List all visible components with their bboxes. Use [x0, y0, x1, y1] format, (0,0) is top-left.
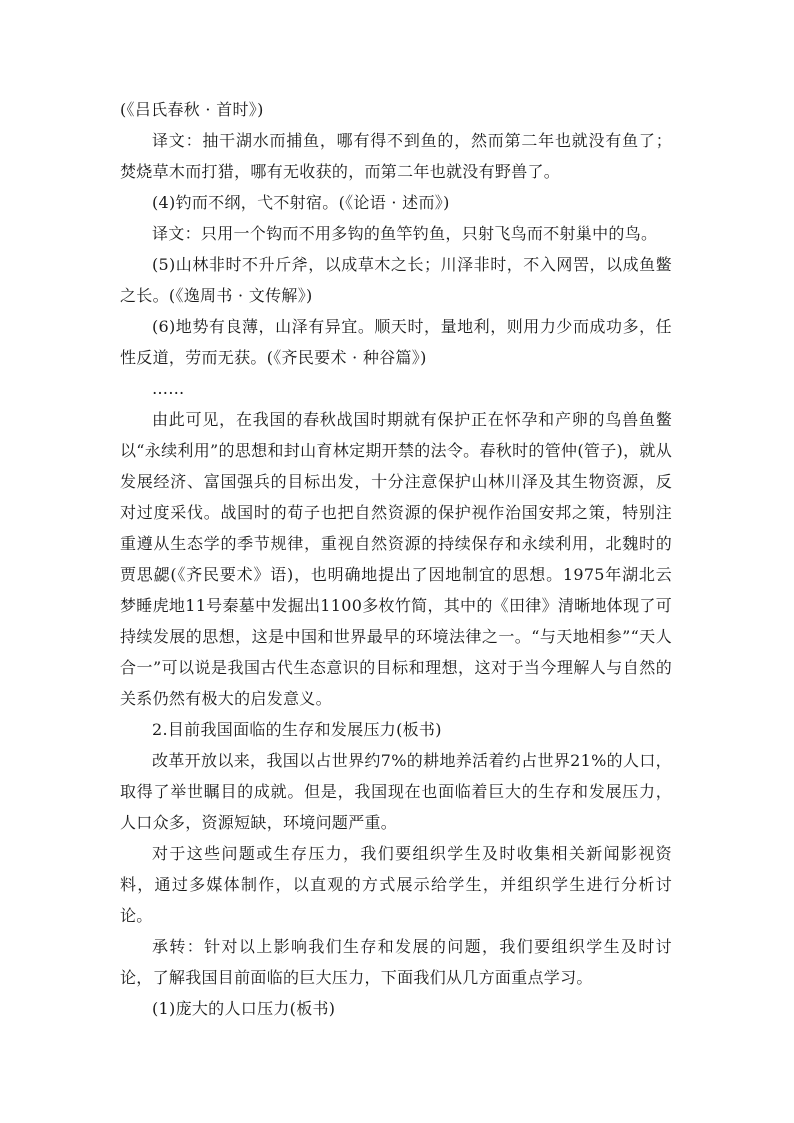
subsection-heading: (1)庞大的人口压力(板书) [152, 999, 336, 1018]
translation-paragraph: 译文：抽干湖水而捕鱼，哪有得不到鱼的，然而第二年也就没有鱼了；焚烧草木而打猎，哪有无收获的，而第二年也就没有野兽了。 [120, 131, 672, 181]
ellipsis-line: …… [152, 379, 185, 398]
document-body [120, 94, 672, 1024]
body-paragraph: 对于这些问题或生存压力，我们要组织学生及时收集相关新闻影视资料，通过多媒体制作，以直观的方式展示给学生，并组织学生进行分析讨论。 [120, 844, 672, 925]
citation-line: (《吕氏春秋 · 首时》) [120, 100, 264, 119]
section-heading: 2.目前我国面临的生存和发展压力(板书) [152, 720, 442, 739]
quote-item-5: (5)山林非时不升斤斧，以成草木之长；川泽非时，不入网罟，以成鱼鳖之长。(《逸周书 · 文传解》) [120, 255, 672, 305]
quote-item-6: (6)地势有良薄，山泽有异宜。顺天时，量地利，则用力少而成功多，任性反道，劳而无获。(《齐民要术 · 种谷篇》) [120, 317, 672, 367]
body-paragraph: 由此可见，在我国的春秋战国时期就有保护正在怀孕和产卵的鸟兽鱼鳖以“永续利用”的思想和封山育林定期开禁的法令。春秋时的管仲(管子)，就从发展经济、富国强兵的目标出发，十分注意保护山林川泽及其生物资源，反对过度采伐。战国时的荀子也把自然资源的保护视作治国安邦之策，特别注重遵从生态学的季节规律，重视自然资源的持续保存和永续利用，北魏时的贾思勰(《齐民要术》语)，也明确地提出了因地制宜的思想。1975年湖北云梦睡虎地11号秦墓中发掘出1100多枚竹简，其中的《田律》清晰地体现了可持续发展的思想，这是中国和世界最早的环境法律之一。“与天地相参”“天人合一”可以说是我国古代生态意识的目标和理想，这对于当今理解人与自然的关系仍然有极大的启发意义。 [120, 410, 672, 708]
translation-paragraph: 译文：只用一个钩而不用多钩的鱼竿钓鱼，只射飞鸟而不射巢中的鸟。 [152, 224, 658, 243]
body-paragraph: 改革开放以来，我国以占世界约7%的耕地养活着约占世界21%的人口，取得了举世瞩目的成就。但是，我国现在也面临着巨大的生存和发展压力，人口众多，资源短缺，环境问题严重。 [120, 751, 672, 832]
transition-paragraph: 承转：针对以上影响我们生存和发展的问题，我们要组织学生及时讨论，了解我国目前面临的巨大压力，下面我们从几方面重点学习。 [120, 937, 672, 987]
quote-item-4: (4)钓而不纲，弋不射宿。(《论语 · 述而》) [152, 193, 450, 212]
